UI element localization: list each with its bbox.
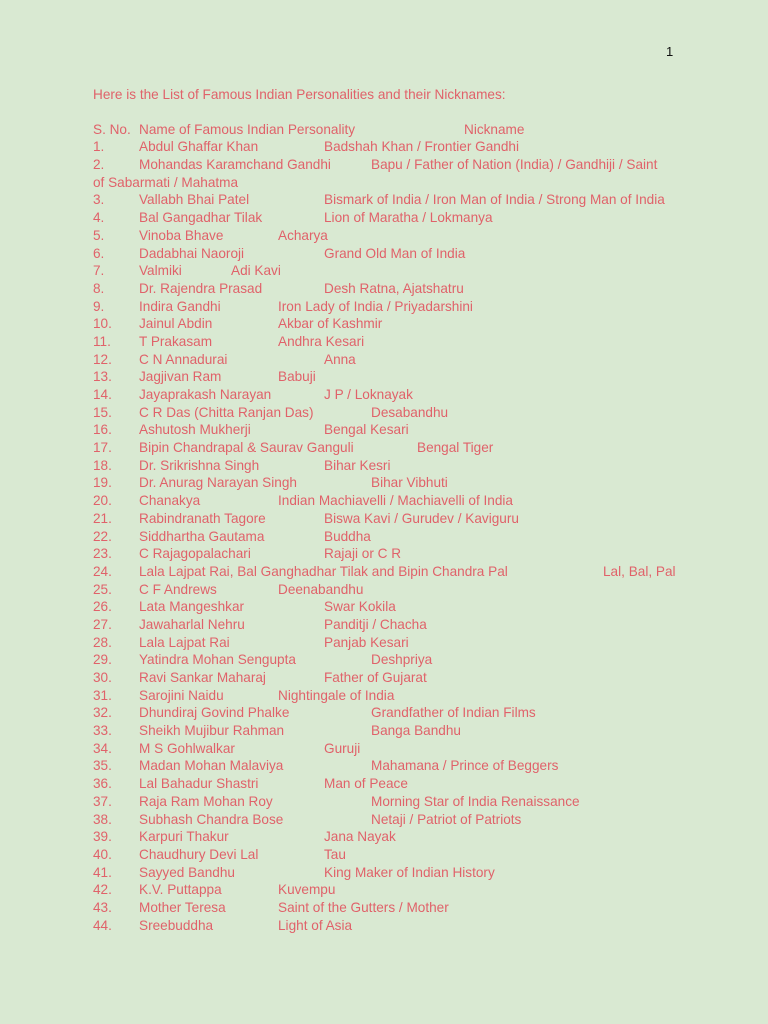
list-item	[93, 227, 683, 245]
item-number: 33.	[93, 723, 112, 739]
list-item	[93, 528, 683, 546]
list-item	[93, 421, 683, 439]
person-name: Lala Lajpat Rai, Bal Ganghadhar Tilak and Bipin Chandra Pal	[139, 563, 508, 579]
list-item	[93, 828, 683, 846]
person-nickname: Guruji	[324, 740, 361, 756]
list-item	[93, 333, 683, 351]
person-nickname: Netaji / Patriot of Patriots	[371, 811, 522, 827]
list-item	[93, 634, 683, 652]
item-number: 31.	[93, 687, 112, 703]
item-number: 15.	[93, 404, 112, 420]
list-item	[93, 740, 683, 758]
person-nickname: Light of Asia	[278, 917, 353, 933]
item-number: 27.	[93, 616, 112, 632]
list-item	[93, 881, 683, 899]
item-number: 30.	[93, 670, 112, 686]
personality-list	[93, 138, 683, 934]
list-item	[93, 245, 683, 263]
person-nickname: Rajaji or C R	[324, 546, 402, 562]
list-item	[93, 545, 683, 563]
person-name: Vinoba Bhave	[139, 227, 224, 243]
person-nickname: Bismark of India / Iron Man of India / Strong Man of India	[324, 192, 665, 208]
list-item	[93, 280, 683, 298]
person-nickname: Nightingale of India	[278, 687, 395, 703]
header-sno: S. No.	[93, 121, 131, 137]
list-item	[93, 704, 683, 722]
person-nickname: Bengal Tiger	[417, 440, 494, 456]
item-number: 14.	[93, 387, 112, 403]
item-number: 8.	[93, 280, 105, 296]
person-nickname: Babuji	[278, 369, 316, 385]
person-nickname: J P / Loknayak	[324, 387, 413, 403]
person-nickname: Man of Peace	[324, 776, 408, 792]
person-nickname: Buddha	[324, 528, 371, 544]
person-name: Jawaharlal Nehru	[139, 616, 245, 632]
item-number: 1.	[93, 139, 105, 155]
item-number: 26.	[93, 599, 112, 615]
item-number: 11.	[93, 333, 111, 349]
item-number: 22.	[93, 528, 112, 544]
item-number: 28.	[93, 634, 112, 650]
person-name: Chanakya	[139, 493, 201, 509]
person-name: Chaudhury Devi Lal	[139, 846, 259, 862]
person-name: Dadabhai Naoroji	[139, 245, 245, 261]
person-name: Dr. Srikrishna Singh	[139, 457, 260, 473]
header-nickname: Nickname	[464, 121, 525, 137]
item-number: 41.	[93, 864, 112, 880]
item-number: 32.	[93, 705, 112, 721]
person-nickname: Lion of Maratha / Lokmanya	[324, 210, 493, 226]
person-name: Mother Teresa	[139, 899, 226, 915]
person-nickname: Kuvempu	[278, 882, 336, 898]
list-item	[93, 474, 683, 492]
item-number: 7.	[93, 263, 105, 279]
item-number: 19.	[93, 475, 112, 491]
person-nickname: Father of Gujarat	[324, 670, 427, 686]
person-name: C N Annadurai	[139, 351, 228, 367]
person-name: Dr. Anurag Narayan Singh	[139, 475, 297, 491]
person-name: T Prakasam	[139, 333, 213, 349]
item-number: 35.	[93, 758, 112, 774]
person-name: Sarojini Naidu	[139, 687, 224, 703]
list-item	[93, 386, 683, 404]
person-nickname: Deshpriya	[371, 652, 433, 668]
item-number: 2.	[93, 157, 105, 173]
list-item	[93, 669, 683, 687]
item-number: 20.	[93, 493, 112, 509]
item-number: 34.	[93, 740, 112, 756]
list-item	[93, 262, 683, 280]
person-name: Valmiki	[139, 263, 182, 279]
header-name: Name of Famous Indian Personality	[139, 121, 356, 137]
person-name: Mohandas Karamchand Gandhi	[139, 157, 331, 173]
person-name: Subhash Chandra Bose	[139, 811, 284, 827]
page-number: 1	[666, 44, 674, 59]
person-nickname: Desh Ratna, Ajatshatru	[324, 280, 464, 296]
list-item	[93, 651, 683, 669]
item-number: 6.	[93, 245, 105, 261]
item-number: 25.	[93, 581, 112, 597]
list-item	[93, 616, 683, 634]
person-nickname: Iron Lady of India / Priyadarshini	[278, 298, 473, 314]
list-item	[93, 864, 683, 882]
person-nickname: Anna	[324, 351, 356, 367]
list-item	[93, 138, 683, 156]
person-nickname: Desabandhu	[371, 404, 449, 420]
item-number: 44.	[93, 917, 112, 933]
item-number: 3.	[93, 192, 105, 208]
item-number: 13.	[93, 369, 112, 385]
person-nickname: Acharya	[278, 227, 328, 243]
list-item	[93, 510, 683, 528]
person-name: Bal Gangadhar Tilak	[139, 210, 263, 226]
list-item	[93, 899, 683, 917]
person-name: Siddhartha Gautama	[139, 528, 265, 544]
list-item	[93, 722, 683, 740]
item-number: 37.	[93, 793, 112, 809]
person-name: Abdul Ghaffar Khan	[139, 139, 259, 155]
list-item	[93, 687, 683, 705]
person-name: Lal Bahadur Shastri	[139, 776, 259, 792]
person-name: C R Das (Chitta Ranjan Das)	[139, 404, 314, 420]
list-item	[93, 811, 683, 829]
item-number: 40.	[93, 846, 112, 862]
document-body	[93, 86, 683, 934]
person-name: Vallabh Bhai Patel	[139, 192, 250, 208]
person-name: Jayaprakash Narayan	[139, 387, 272, 403]
list-item	[93, 315, 683, 333]
person-name: Dhundiraj Govind Phalke	[139, 705, 290, 721]
list-item	[93, 298, 683, 316]
list-item	[93, 439, 683, 457]
person-name: Lala Lajpat Rai	[139, 634, 230, 650]
person-nickname: Panditji / Chacha	[324, 616, 427, 632]
person-nickname: Grandfather of Indian Films	[371, 705, 536, 721]
person-nickname: Indian Machiavelli / Machiavelli of India	[278, 493, 513, 509]
item-number: 17.	[93, 440, 112, 456]
person-nickname: Akbar of Kashmir	[278, 316, 383, 332]
person-name: Sreebuddha	[139, 917, 214, 933]
person-name: Indira Gandhi	[139, 298, 221, 314]
person-name: Madan Mohan Malaviya	[139, 758, 284, 774]
person-nickname: Badshah Khan / Frontier Gandhi	[324, 139, 519, 155]
item-number: 43.	[93, 899, 112, 915]
item-number: 9.	[93, 298, 105, 314]
person-nickname: Bengal Kesari	[324, 422, 409, 438]
person-name: K.V. Puttappa	[139, 882, 222, 898]
item-number: 18.	[93, 457, 112, 473]
item-number: 16.	[93, 422, 112, 438]
person-name: Sheikh Mujibur Rahman	[139, 723, 285, 739]
person-name: Lata Mangeshkar	[139, 599, 245, 615]
item-number: 4.	[93, 210, 105, 226]
person-nickname: Adi Kavi	[231, 263, 281, 279]
person-nickname: Mahamana / Prince of Beggers	[371, 758, 559, 774]
person-name: Dr. Rajendra Prasad	[139, 280, 263, 296]
person-nickname: Saint of the Gutters / Mother	[278, 899, 449, 915]
person-nickname: Banga Bandhu	[371, 723, 461, 739]
person-name: Sayyed Bandhu	[139, 864, 235, 880]
list-item	[93, 404, 683, 422]
person-nickname: Bihar Vibhuti	[371, 475, 448, 491]
person-nickname: Jana Nayak	[324, 829, 396, 845]
person-name: Ravi Sankar Maharaj	[139, 670, 266, 686]
person-nickname: Biswa Kavi / Gurudev / Kaviguru	[324, 510, 519, 526]
list-item	[93, 351, 683, 369]
item-number: 12.	[93, 351, 112, 367]
item-number: 21.	[93, 510, 112, 526]
person-name: C F Andrews	[139, 581, 217, 597]
person-name: M S Gohlwalkar	[139, 740, 235, 756]
item-number: 39.	[93, 829, 112, 845]
person-name: Bipin Chandrapal & Saurav Ganguli	[139, 440, 354, 456]
list-item	[93, 156, 683, 191]
list-item	[93, 598, 683, 616]
person-name: Jainul Abdin	[139, 316, 213, 332]
spacer	[93, 104, 683, 121]
item-number: 5.	[93, 227, 105, 243]
list-item	[93, 581, 683, 599]
list-item	[93, 368, 683, 386]
person-name: Raja Ram Mohan Roy	[139, 793, 273, 809]
person-name: Ashutosh Mukherji	[139, 422, 251, 438]
person-nickname: King Maker of Indian History	[324, 864, 495, 880]
person-nickname: Morning Star of India Renaissance	[371, 793, 580, 809]
item-number: 29.	[93, 652, 112, 668]
person-name: Yatindra Mohan Sengupta	[139, 652, 296, 668]
person-nickname: Grand Old Man of India	[324, 245, 466, 261]
list-item	[93, 846, 683, 864]
item-number: 38.	[93, 811, 112, 827]
list-item	[93, 209, 683, 227]
person-nickname: Andhra Kesari	[278, 333, 365, 349]
list-item	[93, 191, 683, 209]
item-number: 10.	[93, 316, 112, 332]
person-nickname: Tau	[324, 846, 346, 862]
person-name: Jagjivan Ram	[139, 369, 222, 385]
person-nickname: Swar Kokila	[324, 599, 396, 615]
person-nickname: Lal, Bal, Pal	[603, 563, 676, 579]
person-name: Rabindranath Tagore	[139, 510, 266, 526]
list-item	[93, 793, 683, 811]
header-row	[93, 121, 683, 139]
list-item	[93, 457, 683, 475]
list-item	[93, 757, 683, 775]
person-nickname: Panjab Kesari	[324, 634, 409, 650]
person-name: Karpuri Thakur	[139, 829, 229, 845]
person-nickname-continued: of Sabarmati / Mahatma	[93, 174, 239, 190]
list-item	[93, 492, 683, 510]
person-nickname: Bapu / Father of Nation (India) / Gandhiji / Saint	[371, 157, 658, 173]
item-number: 23.	[93, 546, 112, 562]
person-nickname: Deenabandhu	[278, 581, 364, 597]
list-item	[93, 563, 683, 581]
list-item	[93, 775, 683, 793]
item-number: 24.	[93, 563, 112, 579]
person-nickname: Bihar Kesri	[324, 457, 391, 473]
list-item	[93, 917, 683, 935]
person-name: C Rajagopalachari	[139, 546, 251, 562]
intro-text: Here is the List of Famous Indian Personalities and their Nicknames:	[93, 87, 506, 102]
item-number: 42.	[93, 882, 112, 898]
item-number: 36.	[93, 776, 112, 792]
